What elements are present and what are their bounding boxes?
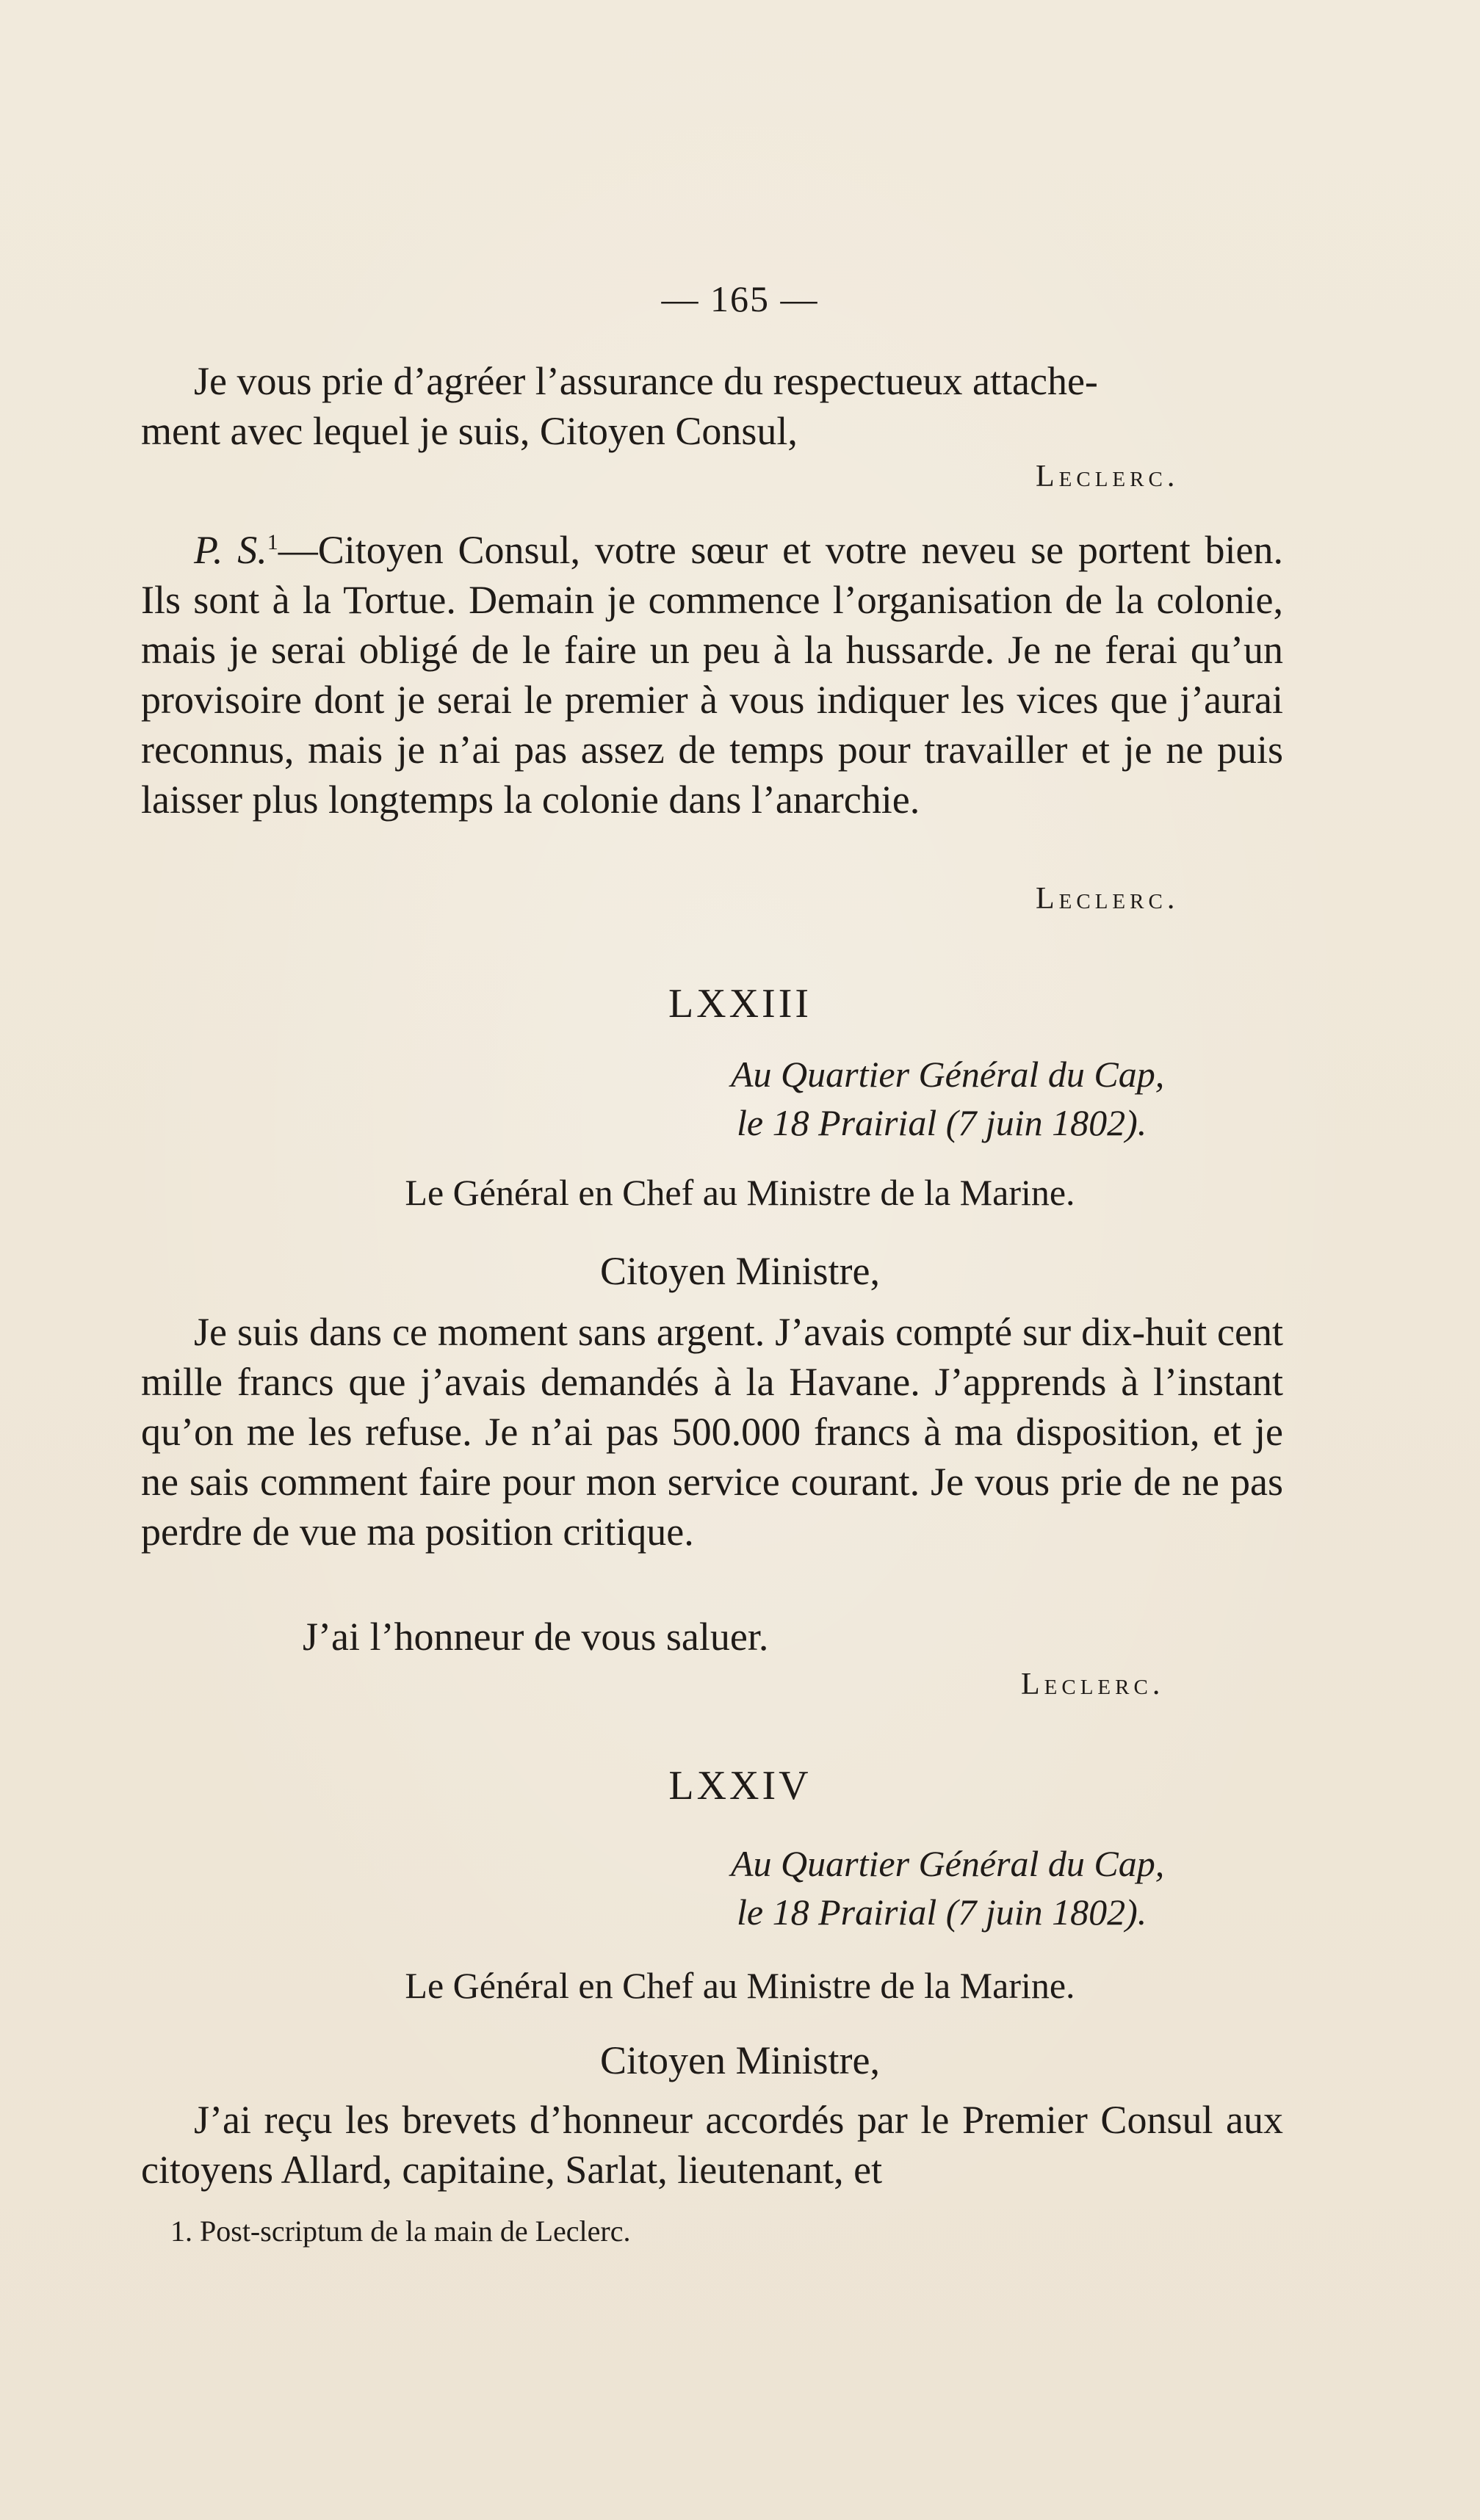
postscript-text: —Citoyen Consul, votre sœur et votre neveu se portent bien. Ils sont à la Tortue. Demain je commence l’organisation de la colonie, mais je serai obligé de le faire un peu à la hussarde. Je ne ferai qu’un provisoire dont je serai le premier à vous indiquer les vices que j’aurai reconnus, mais je n’ai pas assez de temps pour travailler et je ne puis laisser plus longtemps la colonie dans l’anarchie. [141,528,1283,822]
letter-lxxiii-closing: J’ai l’honneur de vous saluer. [303,1615,769,1659]
letter-lxxiv-salutation: Citoyen Ministre, [600,2038,880,2082]
place-line-1: Au Quartier Général du Cap, [731,1054,1165,1095]
letter-numeral-lxxiv: LXXIV [668,1763,812,1808]
letter-lxxiv-header: Le Général en Chef au Ministre de la Marine. [405,1965,1075,2006]
signature-1: Leclerc. [1036,460,1180,493]
intro-line-2: ment avec lequel je suis, Citoyen Consul, [141,409,798,453]
signature-3: Leclerc. [1021,1668,1165,1701]
page-number: — 165 — [661,278,819,319]
place-line-2: le 18 Prairial (7 juin 1802). [737,1102,1147,1143]
letter-lxxiii-body [141,1307,1283,1557]
signature-2: Leclerc. [1036,882,1180,916]
letter-numeral-lxxiii: LXXIII [668,981,812,1027]
letter-lxxiii-header: Le Général en Chef au Ministre de la Marine. [405,1172,1075,1213]
place-line-1: Au Quartier Général du Cap, [731,1843,1165,1884]
letter-lxxiii-salutation: Citoyen Ministre, [600,1249,880,1293]
intro-paragraph [141,356,1283,456]
letter-lxxiv-body-text: J’ai reçu les brevets d’honneur accordés par le Premier Consul aux citoyens Allard, capitaine, Sarlat, lieutenant, et [141,2098,1283,2192]
footnote-mark: 1 [267,530,278,554]
letter-lxxiv-body [141,2095,1283,2195]
letter-lxxiii-body-text: Je suis dans ce moment sans argent. J’avais compté sur dix-huit cent mille francs que j’avais demandés à la Havane. J’apprends à l’instant qu’on me les refuse. Je n’ai pas 500.000 francs à ma disposition, et je ne sais comment faire pour mon service courant. Je vous prie de ne pas perdre de vue ma position critique. [141,1310,1283,1554]
postscript-label: P. S. [194,528,267,572]
intro-line-1: Je vous prie d’agréer l’assurance du respectueux attache- [194,359,1098,403]
letter-lxxiii-place-date [731,1050,1289,1147]
postscript-paragraph [141,518,1283,825]
footnote: 1. Post-scriptum de la main de Leclerc. [170,2215,631,2248]
place-line-2: le 18 Prairial (7 juin 1802). [737,1891,1147,1933]
letter-lxxiv-place-date [731,1839,1289,1936]
